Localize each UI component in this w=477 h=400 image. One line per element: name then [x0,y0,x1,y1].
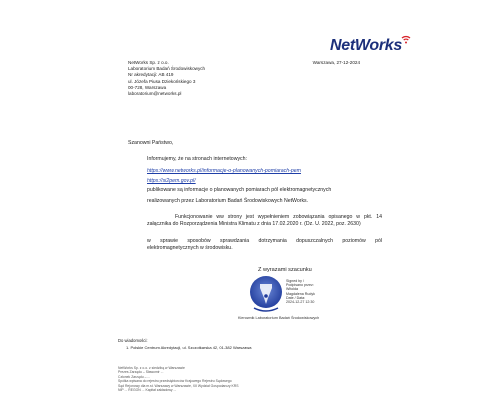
si2pem-link[interactable]: https://si2pem.gov.pl/ [147,178,196,184]
sender-address [128,60,278,97]
intro-paragraph: Informujemy, że na stronach internetowych: [147,156,247,162]
cc-item: 1. Polskie Centrum Akredytacji, ul. Szczotkarska 42, 01-382 Warszawa [126,345,252,350]
footer-line: Członek Zarządu – ... [118,374,151,379]
published-info-line: realizowanych przez Laboratorium Badań Środowiskowych NetWorks. [147,198,309,204]
footer-line: Prezes Zarządu – Sławomir ... [118,370,164,375]
signature-line: Podpisano przez: [286,283,314,288]
digital-signature-text [286,279,326,304]
signature-line: Date / Data: [286,295,306,300]
company-logo [330,33,412,55]
letter-date: Warszawa, 27-12-2024 [312,60,360,65]
cc-title: Do wiadomości: [118,338,148,343]
signature-line: Signed by / [286,279,304,283]
footer-line: NetWorks Sp. z o.o. z siedzibą w Warszawie [118,366,185,370]
sender-line: ul. Józefa Piusa Dziekońskiego 3 [128,78,196,84]
company-footer [118,366,318,392]
footer-line: NIP ... REGON ... Kapitał zakładowy ... [118,388,177,393]
sender-line: NetWorks Sp. z o.o. [128,60,169,65]
scope-line: w sprawie sposobów sprawdzania dotrzymania dopuszczalnych poziomów pól [147,238,382,244]
signature-line: Magdalena Rudyk [286,291,315,296]
logo-text: NetWorks [330,37,402,54]
scope-line: elektromagnetycznych w środowisku. [147,245,233,251]
footer-line: Sąd Rejonowy dla m.st. Warszawy w Warszawie, XII Wydział Gospodarczy KRS [118,383,239,388]
footer-line: Spółka wpisana do rejestru przedsiębiorców Krajowego Rejestru Sądowego [118,379,232,384]
regulation-paragraph: Funkcjonowanie ww strony jest wypełnieniem zobowiązania opisanego w pkt. 14 załącznika do Rozporządzenia Ministra Klimatu z dnia 17.02.2020 r. (Dz. U. 2022, poz. 2630) [147,214,382,227]
signature-line: Witolda [286,287,298,292]
signature-line: 2024-12-27 12:30 [286,300,315,305]
salutation: Szanowni Państwo, [128,140,174,146]
sender-line: Nr akredytacji: AB 419 [128,72,174,78]
sender-email: laboratorium@networks.pl [128,91,182,97]
wifi-signal-icon [400,33,412,45]
published-info-line: publikowane są informacje o planowanych pomiarach pól elektromagnetycznych [147,187,332,193]
signer-title: Kierownik Laboratorium Badań Środowiskowych [238,316,320,320]
closing-regards: Z wyrazami szacunku [258,267,312,273]
sender-line: Laboratorium Badań Środowiskowych [128,66,206,72]
pem-info-link[interactable]: https://www.networks.pl/informacje-o-planowanych-pomiarach-pem [147,168,301,174]
sender-line: 00-728, Warszawa [128,84,167,90]
signature-seal-icon [248,274,284,314]
